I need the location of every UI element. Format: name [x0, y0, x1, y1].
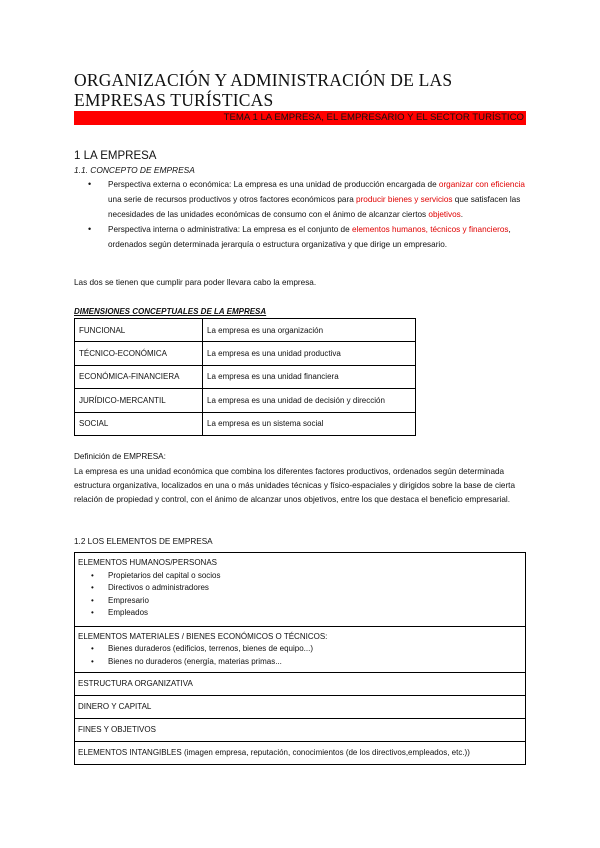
highlight-text: producir bienes y servicios — [356, 195, 453, 204]
subsection-heading-concepto: 1.1. CONCEPTO DE EMPRESA — [74, 165, 195, 175]
elements-fines: FINES Y OBJETIVOS — [75, 719, 526, 742]
dimensions-title: DIMENSIONES CONCEPTUALES DE LA EMPRESA — [74, 307, 267, 316]
humanos-list — [86, 570, 522, 620]
dimension-desc: La empresa es una unidad productiva — [203, 342, 416, 365]
tema-banner — [74, 111, 526, 125]
table-row — [75, 319, 416, 342]
text-run: que satisfacen las necesidades de las unidades económicas de consumo con el ánimo de alcanzar ciertos — [108, 195, 521, 219]
concept-internal — [86, 222, 526, 252]
table-row — [75, 553, 526, 627]
dimension-desc: La empresa es un sistema social — [203, 412, 416, 435]
elements-humanos-title: ELEMENTOS HUMANOS/PERSONAS — [78, 558, 217, 567]
dimension-name: JURÍDICO-MERCANTIL — [75, 389, 203, 412]
elements-humanos-cell — [75, 553, 526, 627]
elements-table — [74, 552, 526, 765]
text-run: una serie de recursos productivos y otros factores económicos para — [108, 195, 357, 204]
table-row — [75, 412, 416, 435]
section-heading-elementos: 1.2 LOS ELEMENTOS DE EMPRESA — [74, 537, 213, 546]
concept-external — [86, 177, 526, 222]
list-item: • Empleados — [86, 607, 522, 620]
list-item: • Directivos o administradores — [86, 582, 522, 595]
list-item: • Propietarios del capital o socios — [86, 570, 522, 583]
concept-closing: Las dos se tienen que cumplir para poder llevara cabo la empresa. — [74, 278, 317, 287]
dimensions-table — [74, 318, 416, 436]
materiales-list — [86, 643, 522, 668]
dimension-name: TÉCNICO-ECONÓMICA — [75, 342, 203, 365]
document-title: ORGANIZACIÓN Y ADMINISTRACIÓN DE LAS EMPRESAS TURÍSTICAS — [74, 70, 453, 110]
dimension-desc: La empresa es una unidad de decisión y dirección — [203, 389, 416, 412]
list-item: • Empresario — [86, 595, 522, 608]
text-run: Perspectiva interna o administrativa: La empresa es el conjunto de — [108, 225, 352, 234]
highlight-text: elementos humanos, técnicos y financieros — [351, 225, 509, 234]
dimension-name: SOCIAL — [75, 412, 203, 435]
elements-materiales-cell — [75, 626, 526, 673]
dimension-desc: La empresa es una organización — [203, 319, 416, 342]
definition-text: La empresa es una unidad económica que combina los diferentes factores productivos, ordenados según determinada estructura organizativa, localizados en una o más unidades técnicas y físico-espaciales y dirigidos sobre la base de cierta relación de propiedad y control, con el ánimo de alcanzar unos objetivos, entre los que destaca el beneficio empresarial. — [74, 467, 515, 504]
text-run: . — [460, 210, 464, 219]
list-item: • Bienes no duraderos (energía, materias primas... — [86, 656, 522, 669]
highlight-text: organizar con eficiencia — [438, 180, 525, 189]
elements-dinero: DINERO Y CAPITAL — [75, 696, 526, 719]
table-row — [75, 719, 526, 742]
text-run: Perspectiva externa o económica: La empresa es una unidad de producción encargada de — [108, 180, 439, 189]
table-row — [75, 342, 416, 365]
dimension-desc: La empresa es una unidad financiera — [203, 365, 416, 388]
section-heading-empresa: 1 LA EMPRESA — [74, 150, 157, 162]
elements-estructura: ESTRUCTURA ORGANIZATIVA — [75, 673, 526, 696]
elements-materiales-title: ELEMENTOS MATERIALES / BIENES ECONÓMICOS O TÉCNICOS: — [78, 631, 328, 641]
table-row — [75, 673, 526, 696]
definition-label: Definición de EMPRESA: — [74, 452, 166, 461]
table-row — [75, 696, 526, 719]
table-row — [75, 365, 416, 388]
concept-list — [86, 177, 526, 252]
highlight-text: objetivos — [428, 210, 461, 219]
table-row — [75, 742, 526, 765]
list-item: • Bienes duraderos (edificios, terrenos, bienes de equipo...) — [86, 643, 522, 656]
text-run: , ordenados según determinada jerarquía o estructura organizativa y que dirige un empresario. — [108, 225, 511, 249]
elements-intangibles: ELEMENTOS INTANGIBLES (imagen empresa, reputación, conocimientos (de los directivos,empleados, etc.)) — [75, 742, 526, 765]
tema-title: TEMA 1 LA EMPRESA, EL EMPRESARIO Y EL SECTOR TURÍSTICO — [223, 112, 524, 123]
dimension-name: FUNCIONAL — [75, 319, 203, 342]
dimension-name: ECONÓMICA-FINANCIERA — [75, 365, 203, 388]
table-row — [75, 626, 526, 673]
table-row — [75, 389, 416, 412]
